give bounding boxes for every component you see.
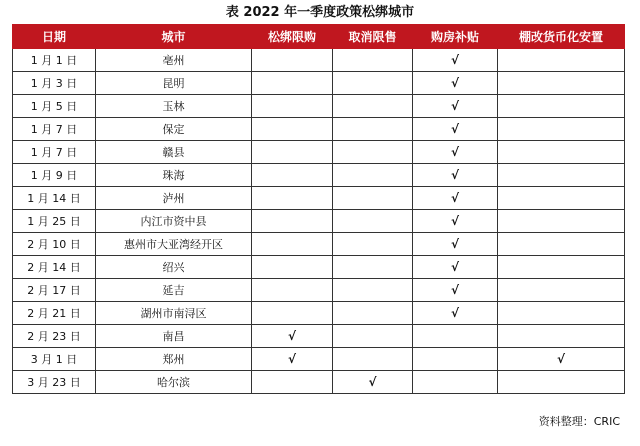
city-cell: 保定 (96, 118, 252, 141)
policy-cell (413, 348, 498, 371)
policy-cell (333, 187, 413, 210)
date-cell: 2 月 23 日 (13, 325, 96, 348)
check-mark-icon: √ (450, 145, 459, 159)
policy-cell (413, 233, 498, 256)
policy-cell (252, 348, 333, 371)
policy-cell (333, 302, 413, 325)
date-cell: 1 月 9 日 (13, 164, 96, 187)
date-cell: 1 月 5 日 (13, 95, 96, 118)
policy-cell (333, 256, 413, 279)
city-cell: 郑州 (96, 348, 252, 371)
policy-cell (498, 302, 625, 325)
table-row (13, 187, 625, 210)
city-cell: 南昌 (96, 325, 252, 348)
policy-cell (333, 233, 413, 256)
policy-cell (252, 118, 333, 141)
policy-cell (498, 210, 625, 233)
city-cell: 哈尔滨 (96, 371, 252, 394)
policy-cell (333, 141, 413, 164)
policy-cell (413, 164, 498, 187)
city-cell: 玉林 (96, 95, 252, 118)
date-cell: 2 月 21 日 (13, 302, 96, 325)
policy-cell (252, 95, 333, 118)
column-header-city: 城市 (96, 25, 252, 49)
date-cell: 2 月 14 日 (13, 256, 96, 279)
date-cell: 1 月 7 日 (13, 118, 96, 141)
city-cell: 内江市资中县 (96, 210, 252, 233)
header-row (13, 25, 625, 49)
policy-cell (413, 302, 498, 325)
city-cell: 亳州 (96, 49, 252, 72)
policy-cell (498, 371, 625, 394)
date-cell: 1 月 14 日 (13, 187, 96, 210)
table-row (13, 279, 625, 302)
check-mark-icon: √ (450, 99, 459, 113)
date-cell: 2 月 17 日 (13, 279, 96, 302)
table-row (13, 325, 625, 348)
policy-cell (333, 72, 413, 95)
policy-cell (413, 118, 498, 141)
policy-cell (333, 371, 413, 394)
table-row (13, 302, 625, 325)
check-mark-icon: √ (450, 306, 459, 320)
policy-table (12, 24, 625, 394)
policy-cell (333, 279, 413, 302)
check-mark-icon: √ (287, 329, 296, 343)
policy-cell (252, 279, 333, 302)
policy-cell (252, 210, 333, 233)
table-row (13, 118, 625, 141)
check-mark-icon: √ (450, 122, 459, 136)
policy-cell (333, 325, 413, 348)
city-cell: 赣县 (96, 141, 252, 164)
table-row (13, 256, 625, 279)
policy-cell (413, 279, 498, 302)
policy-cell (498, 141, 625, 164)
policy-cell (252, 49, 333, 72)
policy-cell (333, 95, 413, 118)
check-mark-icon: √ (368, 375, 377, 389)
column-header-date: 日期 (13, 25, 96, 49)
date-cell: 3 月 1 日 (13, 348, 96, 371)
policy-cell (413, 95, 498, 118)
check-mark-icon: √ (450, 168, 459, 182)
check-mark-icon: √ (450, 237, 459, 251)
city-cell: 惠州市大亚湾经开区 (96, 233, 252, 256)
check-mark-icon: √ (556, 352, 565, 366)
policy-cell (252, 164, 333, 187)
policy-cell (252, 233, 333, 256)
policy-cell (498, 279, 625, 302)
table-row (13, 371, 625, 394)
policy-cell (498, 118, 625, 141)
column-header-purchase-subsidy: 购房补贴 (413, 25, 498, 49)
table-row (13, 210, 625, 233)
column-header-cancel-sale-limit: 取消限售 (333, 25, 413, 49)
table-header (13, 25, 625, 49)
check-mark-icon: √ (450, 214, 459, 228)
city-cell: 珠海 (96, 164, 252, 187)
date-cell: 1 月 25 日 (13, 210, 96, 233)
table-body (13, 49, 625, 394)
policy-cell (333, 348, 413, 371)
table-row (13, 233, 625, 256)
policy-cell (252, 325, 333, 348)
check-mark-icon: √ (450, 53, 459, 67)
policy-cell (498, 49, 625, 72)
policy-cell (498, 233, 625, 256)
city-cell: 绍兴 (96, 256, 252, 279)
check-mark-icon: √ (450, 260, 459, 274)
city-cell: 湖州市南浔区 (96, 302, 252, 325)
table-row (13, 49, 625, 72)
policy-cell (333, 49, 413, 72)
date-cell: 2 月 10 日 (13, 233, 96, 256)
policy-cell (252, 371, 333, 394)
policy-cell (498, 325, 625, 348)
policy-cell (413, 49, 498, 72)
table-row (13, 95, 625, 118)
policy-cell (252, 187, 333, 210)
policy-cell (413, 141, 498, 164)
policy-cell (498, 95, 625, 118)
policy-cell (252, 256, 333, 279)
source-note: 资料整理：CRIC (538, 415, 620, 428)
date-cell: 1 月 3 日 (13, 72, 96, 95)
policy-cell (333, 210, 413, 233)
date-cell: 1 月 1 日 (13, 49, 96, 72)
policy-cell (413, 256, 498, 279)
column-header-shantytown-monetary-resettlement: 棚改货币化安置 (498, 25, 625, 49)
city-cell: 泸州 (96, 187, 252, 210)
policy-cell (333, 118, 413, 141)
policy-cell (498, 256, 625, 279)
check-mark-icon: √ (450, 283, 459, 297)
column-header-relax-purchase-limit: 松绑限购 (252, 25, 333, 49)
policy-cell (413, 210, 498, 233)
policy-cell (498, 164, 625, 187)
date-cell: 1 月 7 日 (13, 141, 96, 164)
city-cell: 延吉 (96, 279, 252, 302)
policy-cell (498, 348, 625, 371)
policy-cell (333, 164, 413, 187)
policy-cell (252, 302, 333, 325)
check-mark-icon: √ (450, 191, 459, 205)
table-row (13, 164, 625, 187)
policy-cell (413, 371, 498, 394)
policy-cell (413, 325, 498, 348)
table-row (13, 141, 625, 164)
date-cell: 3 月 23 日 (13, 371, 96, 394)
policy-cell (252, 72, 333, 95)
table-row (13, 348, 625, 371)
policy-cell (498, 187, 625, 210)
policy-cell (413, 187, 498, 210)
check-mark-icon: √ (450, 76, 459, 90)
policy-cell (252, 141, 333, 164)
policy-cell (413, 72, 498, 95)
check-mark-icon: √ (287, 352, 296, 366)
city-cell: 昆明 (96, 72, 252, 95)
table-title: 表 2022 年一季度政策松绑城市 (225, 5, 415, 20)
policy-cell (498, 72, 625, 95)
table-row (13, 72, 625, 95)
